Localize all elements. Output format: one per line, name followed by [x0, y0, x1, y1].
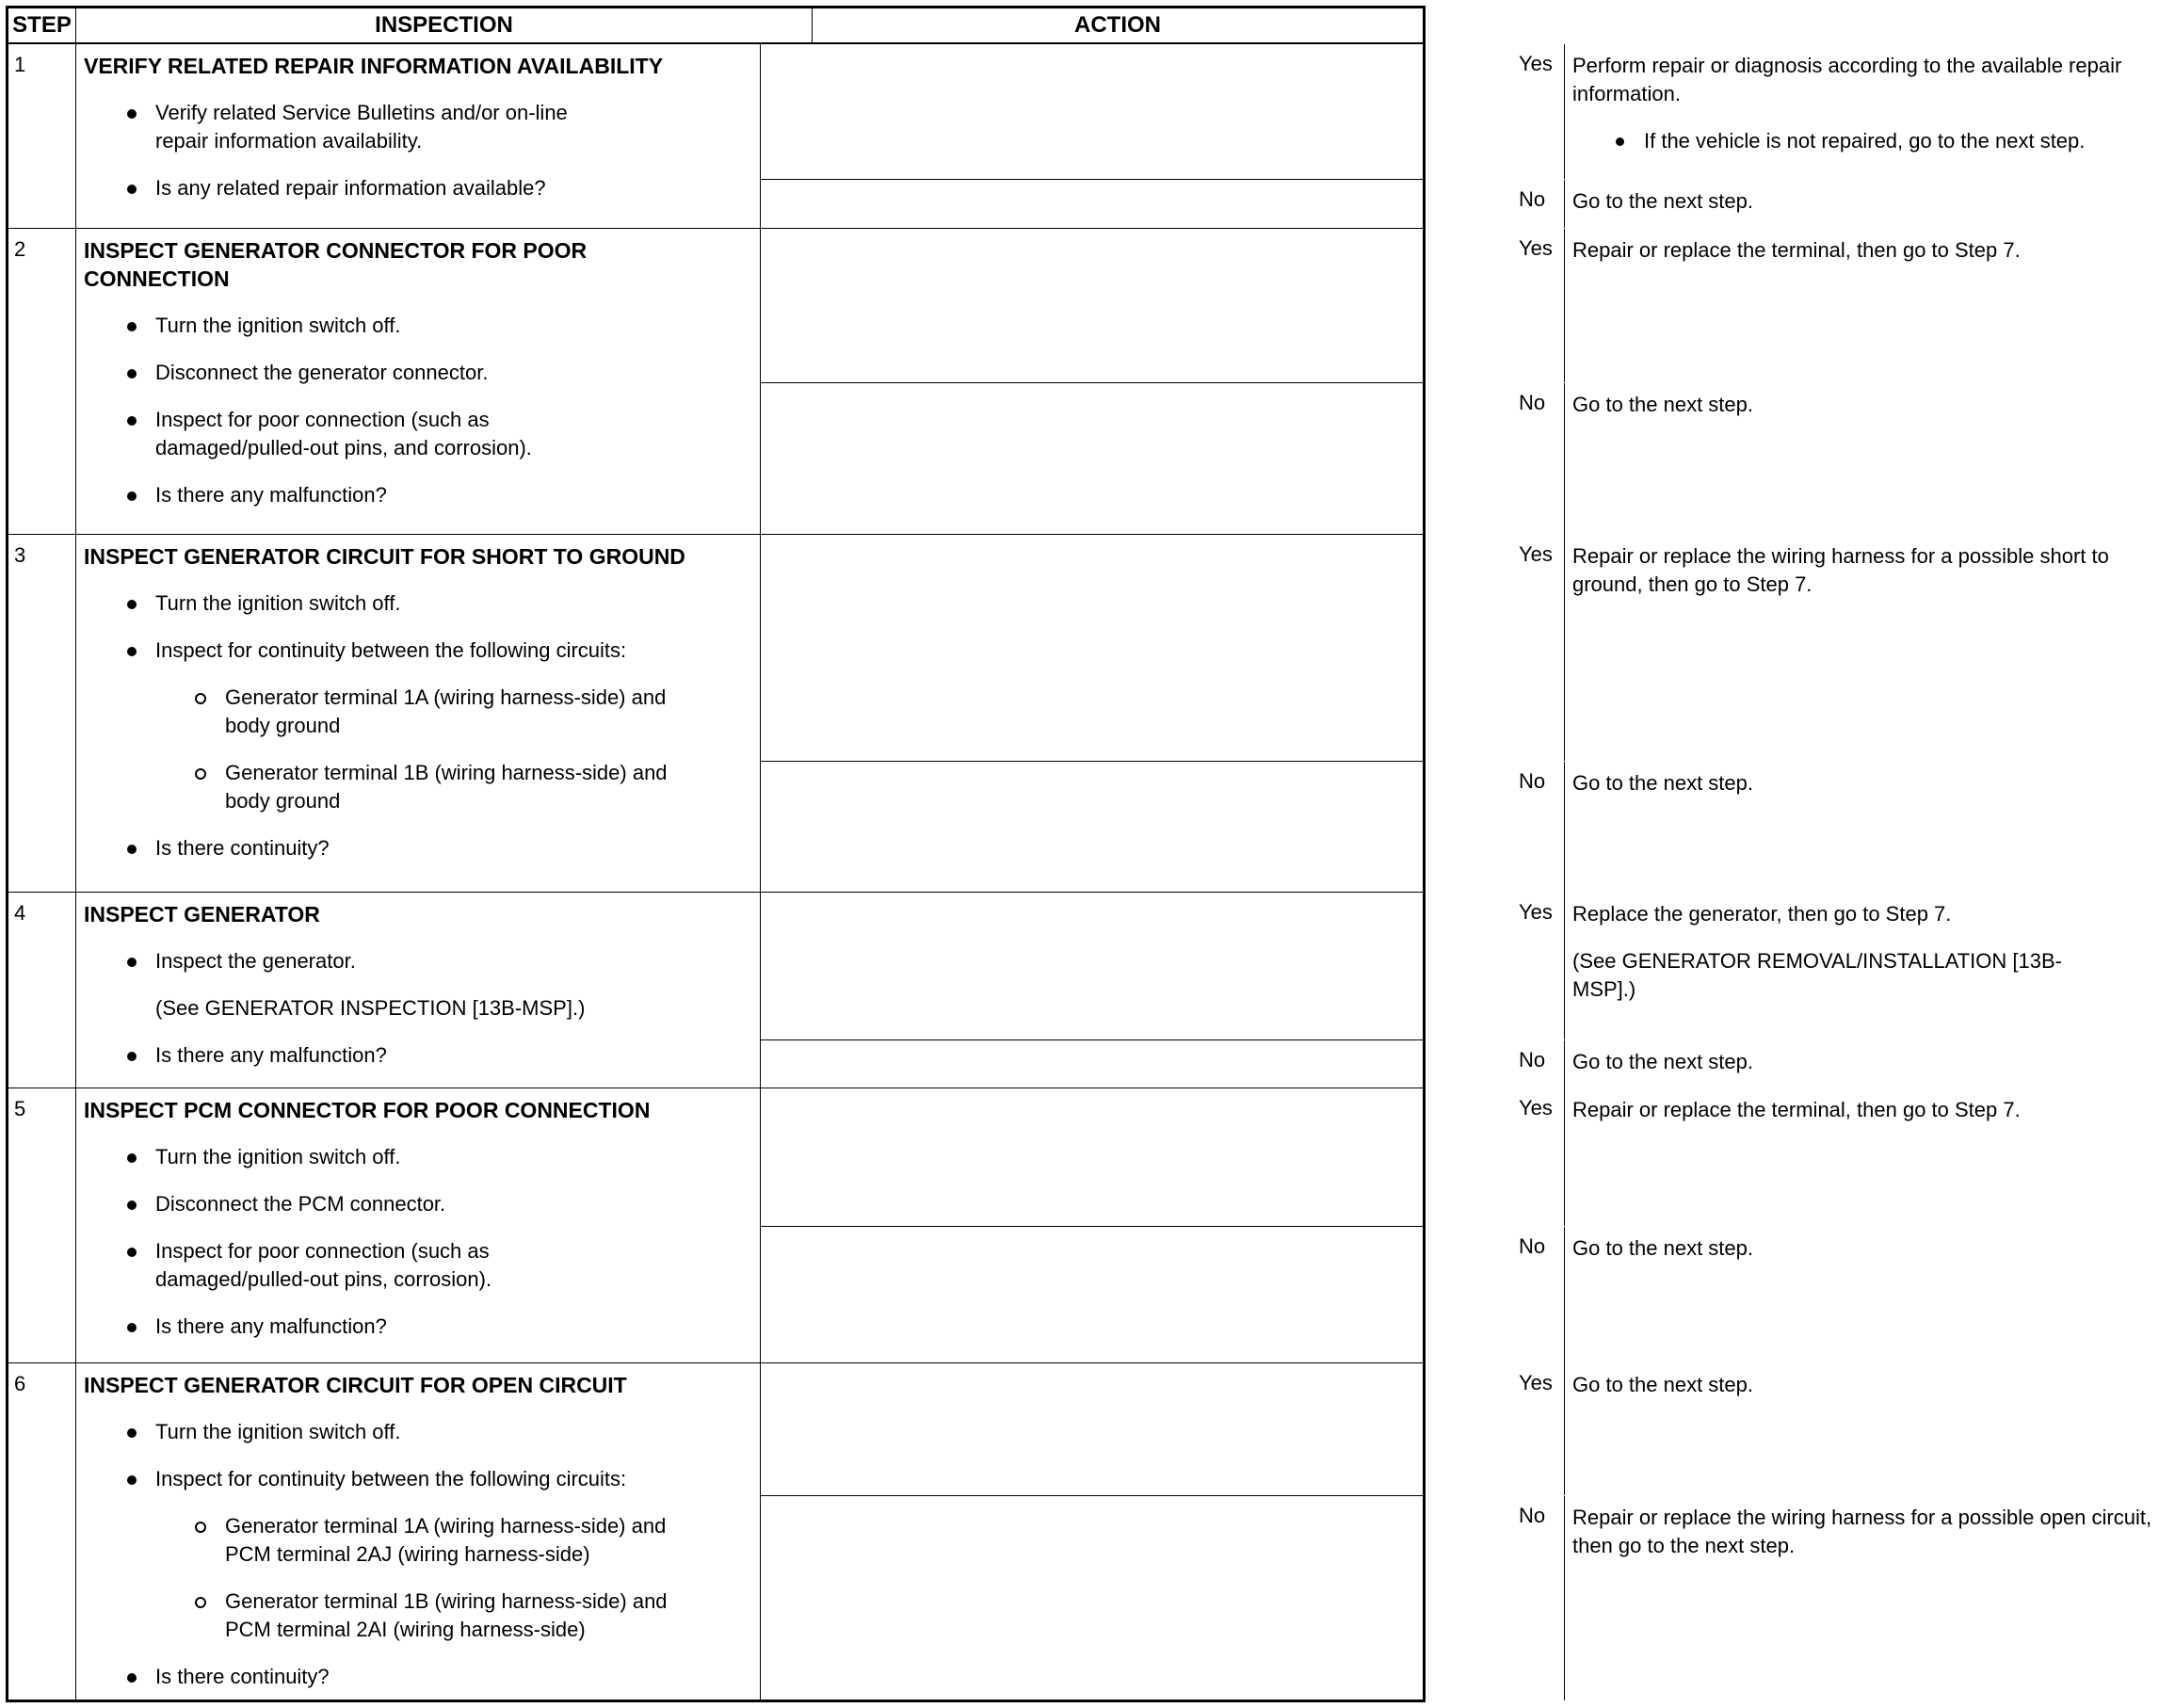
yes-label: Yes [1513, 893, 1565, 1039]
no-branch [761, 382, 1754, 535]
action-text: Repair or replace the wiring harness for a possible short to ground, then go to Step 7. [1572, 544, 2109, 596]
no-label: No [1513, 180, 1565, 228]
bullet-item: Inspect for poor connection (such as damaged/pulled-out pins, and corrosion). [84, 406, 551, 462]
bullet-item: Disconnect the generator connector. [84, 359, 752, 387]
no-label: No [1513, 762, 1565, 893]
bullet-item: Is there any malfunction? [84, 1041, 752, 1070]
action-text: Replace the generator, then go to Step 7. [1572, 902, 1952, 926]
reference-note: (See GENERATOR REMOVAL/INSTALLATION [13B-MSP].) [1572, 949, 2062, 1001]
inspection-cell [76, 535, 761, 892]
step-number: 2 [8, 229, 76, 534]
bullet-item: Is there any malfunction? [84, 481, 752, 509]
no-label: No [1513, 1496, 1565, 1700]
no-label: No [1513, 1227, 1565, 1363]
inspection-cell [76, 44, 761, 228]
bullet-item: Turn the ignition switch off. [84, 589, 752, 618]
inspection-cell [76, 1363, 761, 1700]
header-action: ACTION [1074, 12, 1161, 38]
yes-branch [761, 535, 2109, 761]
action-cell [1565, 893, 2175, 1004]
bullet-item: Verify related Service Bulletins and/or on-line repair information availability. [84, 99, 626, 155]
table-row [8, 892, 2062, 1088]
inspection-cell [76, 1088, 761, 1362]
step-title: INSPECT GENERATOR CIRCUIT FOR SHORT TO GROUND [84, 544, 685, 569]
bullet-item: Is there any malfunction? [84, 1313, 752, 1341]
table-header [8, 8, 1423, 44]
action-text: Go to the next step. [1572, 1373, 1754, 1396]
bullet-item: Turn the ignition switch off. [84, 312, 752, 340]
action-text: Go to the next step. [1572, 1050, 1754, 1073]
table-row [8, 1362, 2152, 1700]
action-text: Go to the next step. [1572, 393, 1754, 416]
header-step: STEP [8, 8, 76, 42]
table-row [8, 228, 2021, 534]
sub-bullet-item: Generator terminal 1B (wiring harness-side) and body ground [84, 759, 677, 815]
step-title: INSPECT GENERATOR CONNECTOR FOR POOR CONNECTION [84, 238, 588, 291]
step-title: VERIFY RELATED REPAIR INFORMATION AVAILABILITY [84, 54, 664, 78]
bullet-item: Inspect for continuity between the following circuits: [84, 1465, 752, 1493]
table-row [8, 1088, 2021, 1362]
sub-bullet-item: Generator terminal 1A (wiring harness-side) and body ground [84, 684, 677, 740]
bullet-item: Inspect the generator. [84, 947, 752, 975]
header-inspection: INSPECTION [76, 8, 813, 42]
yes-branch [761, 1088, 2021, 1226]
no-branch [761, 1226, 1754, 1363]
step-number: 6 [8, 1363, 76, 1700]
bullet-item: Is there continuity? [84, 834, 752, 862]
bullet-item: Is there continuity? [84, 1663, 752, 1691]
step-title: INSPECT GENERATOR CIRCUIT FOR OPEN CIRCUIT [84, 1373, 627, 1397]
step-number: 3 [8, 535, 76, 892]
no-label: No [1513, 1040, 1565, 1088]
no-branch [761, 1039, 1754, 1088]
reference-note: (See GENERATOR INSPECTION [13B-MSP].) [155, 996, 586, 1020]
step-number: 1 [8, 44, 76, 228]
action-text: Go to the next step. [1572, 771, 1754, 795]
action-cell [1565, 44, 2175, 155]
yes-branch [761, 893, 2062, 1039]
action-text: Perform repair or diagnosis according to the available repair information. [1572, 54, 2122, 105]
yes-branch [761, 229, 2021, 382]
inspection-table [6, 6, 2152, 1702]
bullet-item: Is any related repair information available? [84, 174, 752, 202]
table-row [8, 534, 2109, 892]
no-branch [761, 179, 1754, 228]
sub-bullet-item: Generator terminal 1A (wiring harness-side) and PCM terminal 2AJ (wiring harness-side) [84, 1512, 705, 1569]
action-text: Go to the next step. [1572, 1236, 1754, 1260]
action-text: Go to the next step. [1572, 189, 1754, 213]
step-number: 5 [8, 1088, 76, 1362]
bullet-item: Turn the ignition switch off. [84, 1418, 752, 1446]
yes-label: Yes [1513, 229, 1565, 382]
bullet-item: Turn the ignition switch off. [84, 1143, 752, 1171]
inspection-cell [76, 893, 761, 1088]
yes-label: Yes [1513, 1088, 1565, 1226]
yes-branch [761, 1363, 1754, 1495]
bullet-item: Disconnect the PCM connector. [84, 1190, 752, 1218]
yes-label: Yes [1513, 1363, 1565, 1495]
no-label: No [1513, 383, 1565, 535]
bullet-item: Inspect for continuity between the following circuits: [84, 636, 752, 665]
step-title: INSPECT PCM CONNECTOR FOR POOR CONNECTION [84, 1098, 651, 1122]
no-branch [761, 761, 1754, 893]
step-number: 4 [8, 893, 76, 1088]
yes-label: Yes [1513, 535, 1565, 761]
bullet-item: Inspect for poor connection (such as damaged/pulled-out pins, corrosion). [84, 1237, 551, 1294]
table-row [8, 44, 2122, 228]
inspection-cell [76, 229, 761, 534]
action-text: Repair or replace the wiring harness for a possible open circuit, then go to the next step. [1572, 1506, 2152, 1557]
yes-label: Yes [1513, 44, 1565, 179]
sub-bullet-item: Generator terminal 1B (wiring harness-side) and PCM terminal 2AI (wiring harness-side) [84, 1587, 705, 1644]
action-text: Repair or replace the terminal, then go to Step 7. [1572, 1098, 2021, 1121]
action-text: Repair or replace the terminal, then go to Step 7. [1572, 238, 2021, 262]
yes-branch [761, 44, 2122, 179]
action-bullet: If the vehicle is not repaired, go to the next step. [1572, 127, 2166, 155]
no-branch [761, 1495, 2152, 1700]
step-title: INSPECT GENERATOR [84, 902, 320, 927]
